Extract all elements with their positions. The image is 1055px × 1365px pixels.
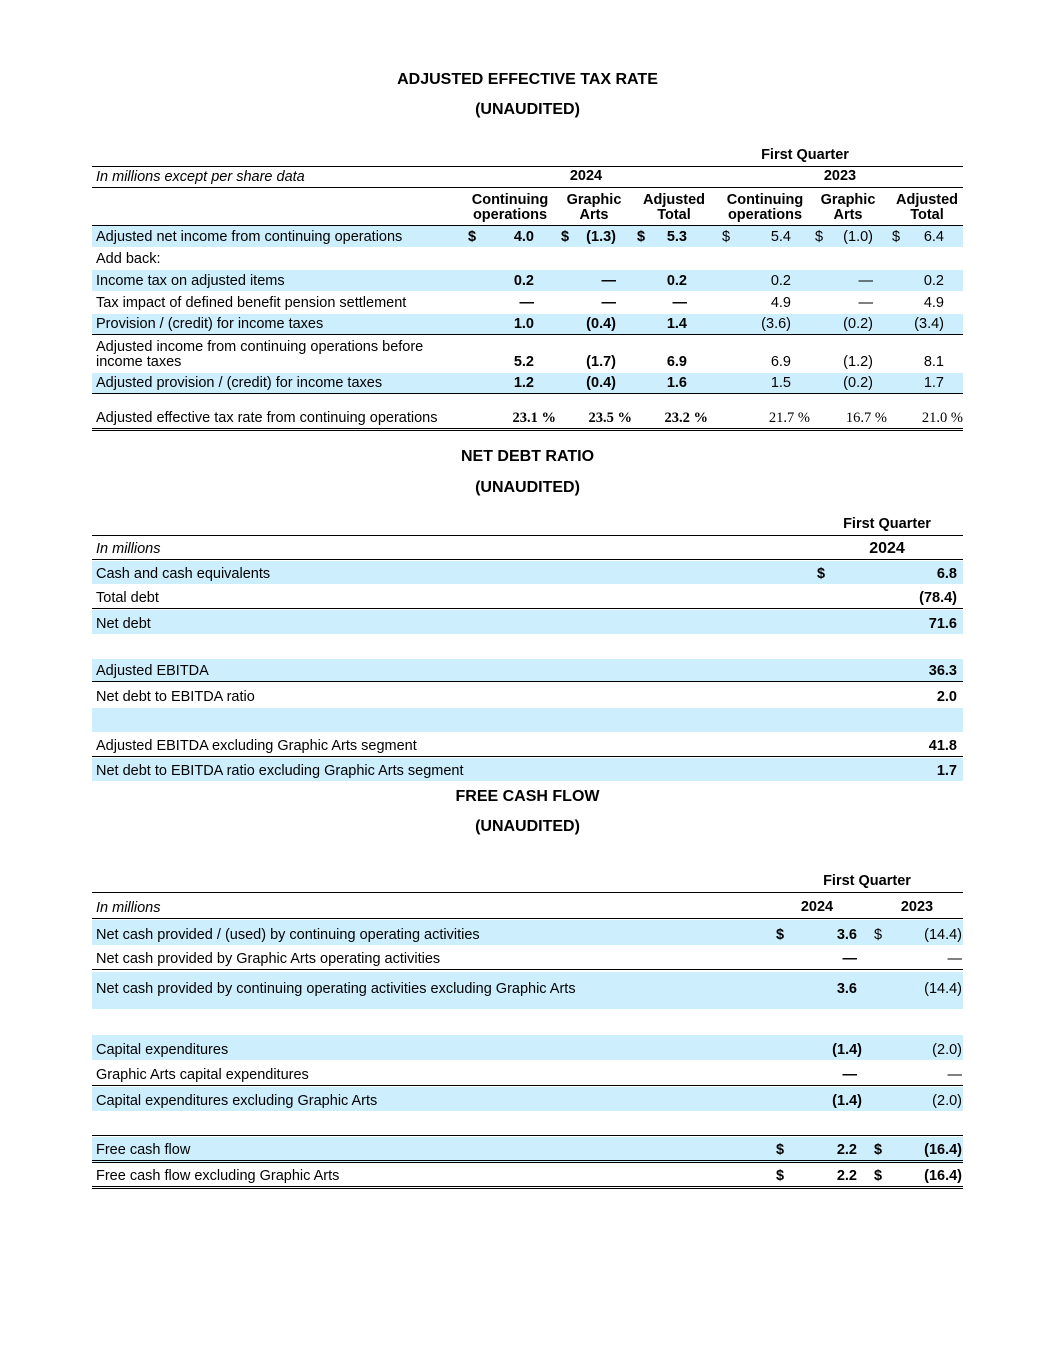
t2-value: 71.6 xyxy=(928,616,957,632)
t3-year-row xyxy=(92,894,963,919)
t1-year-2023: 2023 xyxy=(823,168,857,184)
t1-cell: 0.2 xyxy=(513,273,534,289)
t2-table-row xyxy=(92,733,963,757)
t3-table-row xyxy=(92,1111,963,1136)
dollar-sign: $ xyxy=(468,229,477,245)
t1-table-row xyxy=(92,226,963,247)
t1-row-label: Adjusted provision / (credit) for income taxes xyxy=(96,375,383,391)
t3-value-2023: (14.4) xyxy=(924,927,962,943)
t1-cell: (3.6) xyxy=(761,316,791,332)
t2-table-row xyxy=(92,684,963,707)
t1-col-header: Continuing operations xyxy=(471,192,549,223)
t1-cell: 0.2 xyxy=(770,273,791,289)
t3-table-row xyxy=(92,1035,963,1060)
t3-year-2023: 2023 xyxy=(900,899,934,915)
dollar-sign: $ xyxy=(874,1168,883,1184)
t1-cell: (0.2) xyxy=(843,316,873,332)
t1-cell: 6.4 xyxy=(923,229,944,245)
t1-row-label: Tax impact of defined benefit pension settlement xyxy=(96,295,407,311)
t3-value-2024: 2.2 xyxy=(836,1168,857,1184)
t2-units: In millions xyxy=(96,541,161,557)
t3-row-label: Capital expenditures xyxy=(96,1042,229,1058)
t2-table-row xyxy=(92,659,963,682)
t2-table-row xyxy=(92,758,963,781)
t1-cell: 4.9 xyxy=(923,295,944,311)
t3-value-2024: — xyxy=(842,1067,857,1083)
t1-cell: 5.3 xyxy=(666,229,687,245)
t2-value: 36.3 xyxy=(928,663,957,679)
t2-title: NET DEBT RATIO xyxy=(460,448,595,465)
t3-row-label: Net cash provided by continuing operating activities excluding Graphic Arts xyxy=(96,981,576,997)
t1-cell: 21.0 % xyxy=(921,410,963,426)
t1-cell: 5.2 xyxy=(513,354,534,370)
t1-table-row xyxy=(92,395,963,431)
t1-table-row xyxy=(92,314,963,335)
t2-period-row xyxy=(92,514,963,536)
t1-period-row xyxy=(92,146,963,167)
dollar-sign: $ xyxy=(561,229,570,245)
t1-cell: 1.4 xyxy=(666,316,687,332)
t1-col-header: Graphic Arts xyxy=(820,192,876,223)
t3-table-row xyxy=(92,1165,963,1189)
t3-row-label: Graphic Arts capital expenditures xyxy=(96,1067,309,1083)
t2-period: First Quarter xyxy=(843,516,931,532)
t1-cell: 16.7 % xyxy=(845,410,887,426)
t3-value-2023: (16.4) xyxy=(924,1142,962,1158)
t1-row-label: Income tax on adjusted items xyxy=(96,273,285,289)
t1-col-header: Graphic Arts xyxy=(566,192,622,223)
dollar-sign: $ xyxy=(874,927,883,943)
t2-value: 6.8 xyxy=(936,566,957,582)
t1-cell: 6.9 xyxy=(666,354,687,370)
t3-period-row xyxy=(92,871,963,893)
t1-subtitle: (UNAUDITED) xyxy=(475,101,580,118)
t1-cell: 1.6 xyxy=(666,375,687,391)
t2-table-row xyxy=(92,634,963,658)
t2-row-label: Net debt xyxy=(96,616,151,632)
dollar-sign: $ xyxy=(817,566,826,582)
t2-year: 2024 xyxy=(869,540,905,557)
t1-col-header: Adjusted Total xyxy=(642,192,706,223)
t3-row-label: Free cash flow excluding Graphic Arts xyxy=(96,1168,340,1184)
t1-year-row xyxy=(92,167,963,188)
t1-cell: (0.4) xyxy=(586,375,616,391)
t3-value-2024: — xyxy=(842,951,857,967)
t2-row-label: Adjusted EBITDA excluding Graphic Arts segment xyxy=(96,738,417,754)
t3-value-2023: — xyxy=(947,1067,962,1083)
t1-table-row xyxy=(92,373,963,394)
t1-cell: — xyxy=(601,273,616,289)
t1-cell: 0.2 xyxy=(923,273,944,289)
t1-column-header-row xyxy=(92,188,963,226)
t3-units: In millions xyxy=(96,900,161,916)
t1-cell: 23.1 % xyxy=(512,410,556,426)
t3-value-2024: (1.4) xyxy=(832,1042,862,1058)
t1-row-label: Adjusted net income from continuing operations xyxy=(96,229,403,245)
t1-cell: 4.9 xyxy=(770,295,791,311)
t1-cell: (1.2) xyxy=(843,354,873,370)
t1-cell: 1.5 xyxy=(770,375,791,391)
t3-value-2023: — xyxy=(947,951,962,967)
t2-table-row xyxy=(92,610,963,634)
t1-row-label: Add back: xyxy=(96,251,161,267)
t3-value-2023: (14.4) xyxy=(924,981,962,997)
t2-row-label: Net debt to EBITDA ratio xyxy=(96,689,255,705)
t3-value-2024: 2.2 xyxy=(836,1142,857,1158)
dollar-sign: $ xyxy=(815,229,824,245)
t3-period: First Quarter xyxy=(823,873,911,889)
t1-cell: 8.1 xyxy=(923,354,944,370)
t2-value: 1.7 xyxy=(936,763,957,779)
t1-cell: — xyxy=(858,273,873,289)
t1-cell: 6.9 xyxy=(770,354,791,370)
dollar-sign: $ xyxy=(637,229,646,245)
t3-row-label: Net cash provided / (used) by continuing operating activities xyxy=(96,927,480,943)
t3-value-2023: (2.0) xyxy=(932,1042,962,1058)
t2-row-label: Net debt to EBITDA ratio excluding Graphic Arts segment xyxy=(96,763,464,779)
t3-table-row xyxy=(92,1009,963,1035)
t1-cell: (3.4) xyxy=(914,316,944,332)
t2-value: (78.4) xyxy=(919,590,957,606)
t1-row-label: Adjusted income from continuing operations before income taxes xyxy=(96,339,424,370)
t2-value: 41.8 xyxy=(928,738,957,754)
t3-value-2024: 3.6 xyxy=(836,927,857,943)
t3-value-2024: 3.6 xyxy=(836,981,857,997)
t2-subtitle: (UNAUDITED) xyxy=(475,479,580,496)
t1-col-header: Continuing operations xyxy=(726,192,804,223)
t1-cell: 5.4 xyxy=(770,229,791,245)
t3-subtitle: (UNAUDITED) xyxy=(475,818,580,835)
t1-cell: (1.7) xyxy=(586,354,616,370)
dollar-sign: $ xyxy=(892,229,901,245)
t2-table-row xyxy=(92,585,963,609)
dollar-sign: $ xyxy=(874,1142,883,1158)
t2-value: 2.0 xyxy=(936,689,957,705)
t3-table-row xyxy=(92,972,963,1009)
t3-table-row xyxy=(92,1137,963,1163)
t3-row-label: Net cash provided by Graphic Arts operating activities xyxy=(96,951,441,967)
t1-cell: 23.5 % xyxy=(588,410,632,426)
t1-cell: 1.2 xyxy=(513,375,534,391)
t1-cell: (0.2) xyxy=(843,375,873,391)
t1-table-row xyxy=(92,248,963,269)
t1-cell: 1.7 xyxy=(923,375,944,391)
t3-table-row xyxy=(92,920,963,945)
t3-table-row xyxy=(92,946,963,970)
dollar-sign: $ xyxy=(776,927,785,943)
t1-cell: 23.2 % xyxy=(664,410,708,426)
t1-cell: — xyxy=(519,295,534,311)
t1-row-label: Adjusted effective tax rate from continuing operations xyxy=(96,410,438,426)
t3-value-2023: (2.0) xyxy=(932,1093,962,1109)
t1-period: First Quarter xyxy=(761,147,849,163)
t1-table-row xyxy=(92,336,963,372)
t2-year-row xyxy=(92,537,963,560)
t3-year-2024: 2024 xyxy=(800,899,834,915)
t3-row-label: Free cash flow xyxy=(96,1142,191,1158)
t3-value-2024: (1.4) xyxy=(832,1093,862,1109)
t1-title: ADJUSTED EFFECTIVE TAX RATE xyxy=(397,71,658,88)
t1-units: In millions except per share data xyxy=(96,169,305,185)
t1-cell: (0.4) xyxy=(586,316,616,332)
t2-row-label: Cash and cash equivalents xyxy=(96,566,271,582)
dollar-sign: $ xyxy=(776,1142,785,1158)
t1-cell: 0.2 xyxy=(666,273,687,289)
t1-cell: 21.7 % xyxy=(768,410,810,426)
t1-cell: (1.3) xyxy=(586,229,616,245)
t3-title: FREE CASH FLOW xyxy=(455,788,600,805)
t1-cell: (1.0) xyxy=(843,229,873,245)
t3-table-row xyxy=(92,1061,963,1086)
t2-row-label: Total debt xyxy=(96,590,159,606)
t1-table-row xyxy=(92,292,963,313)
t1-cell: — xyxy=(858,295,873,311)
t1-cell: — xyxy=(672,295,687,311)
t3-row-label: Capital expenditures excluding Graphic Arts xyxy=(96,1093,378,1109)
dollar-sign: $ xyxy=(722,229,731,245)
t1-cell: — xyxy=(601,295,616,311)
t1-cell: 1.0 xyxy=(513,316,534,332)
t2-table-row xyxy=(92,561,963,584)
t1-row-label: Provision / (credit) for income taxes xyxy=(96,316,324,332)
t2-table-row xyxy=(92,708,963,732)
t1-year-2024: 2024 xyxy=(569,168,603,184)
t3-value-2023: (16.4) xyxy=(924,1168,962,1184)
t1-table-row xyxy=(92,270,963,291)
t1-col-header: Adjusted Total xyxy=(895,192,959,223)
t3-table-row xyxy=(92,1087,963,1111)
t1-cell: 4.0 xyxy=(513,229,534,245)
t2-row-label: Adjusted EBITDA xyxy=(96,663,209,679)
dollar-sign: $ xyxy=(776,1168,785,1184)
